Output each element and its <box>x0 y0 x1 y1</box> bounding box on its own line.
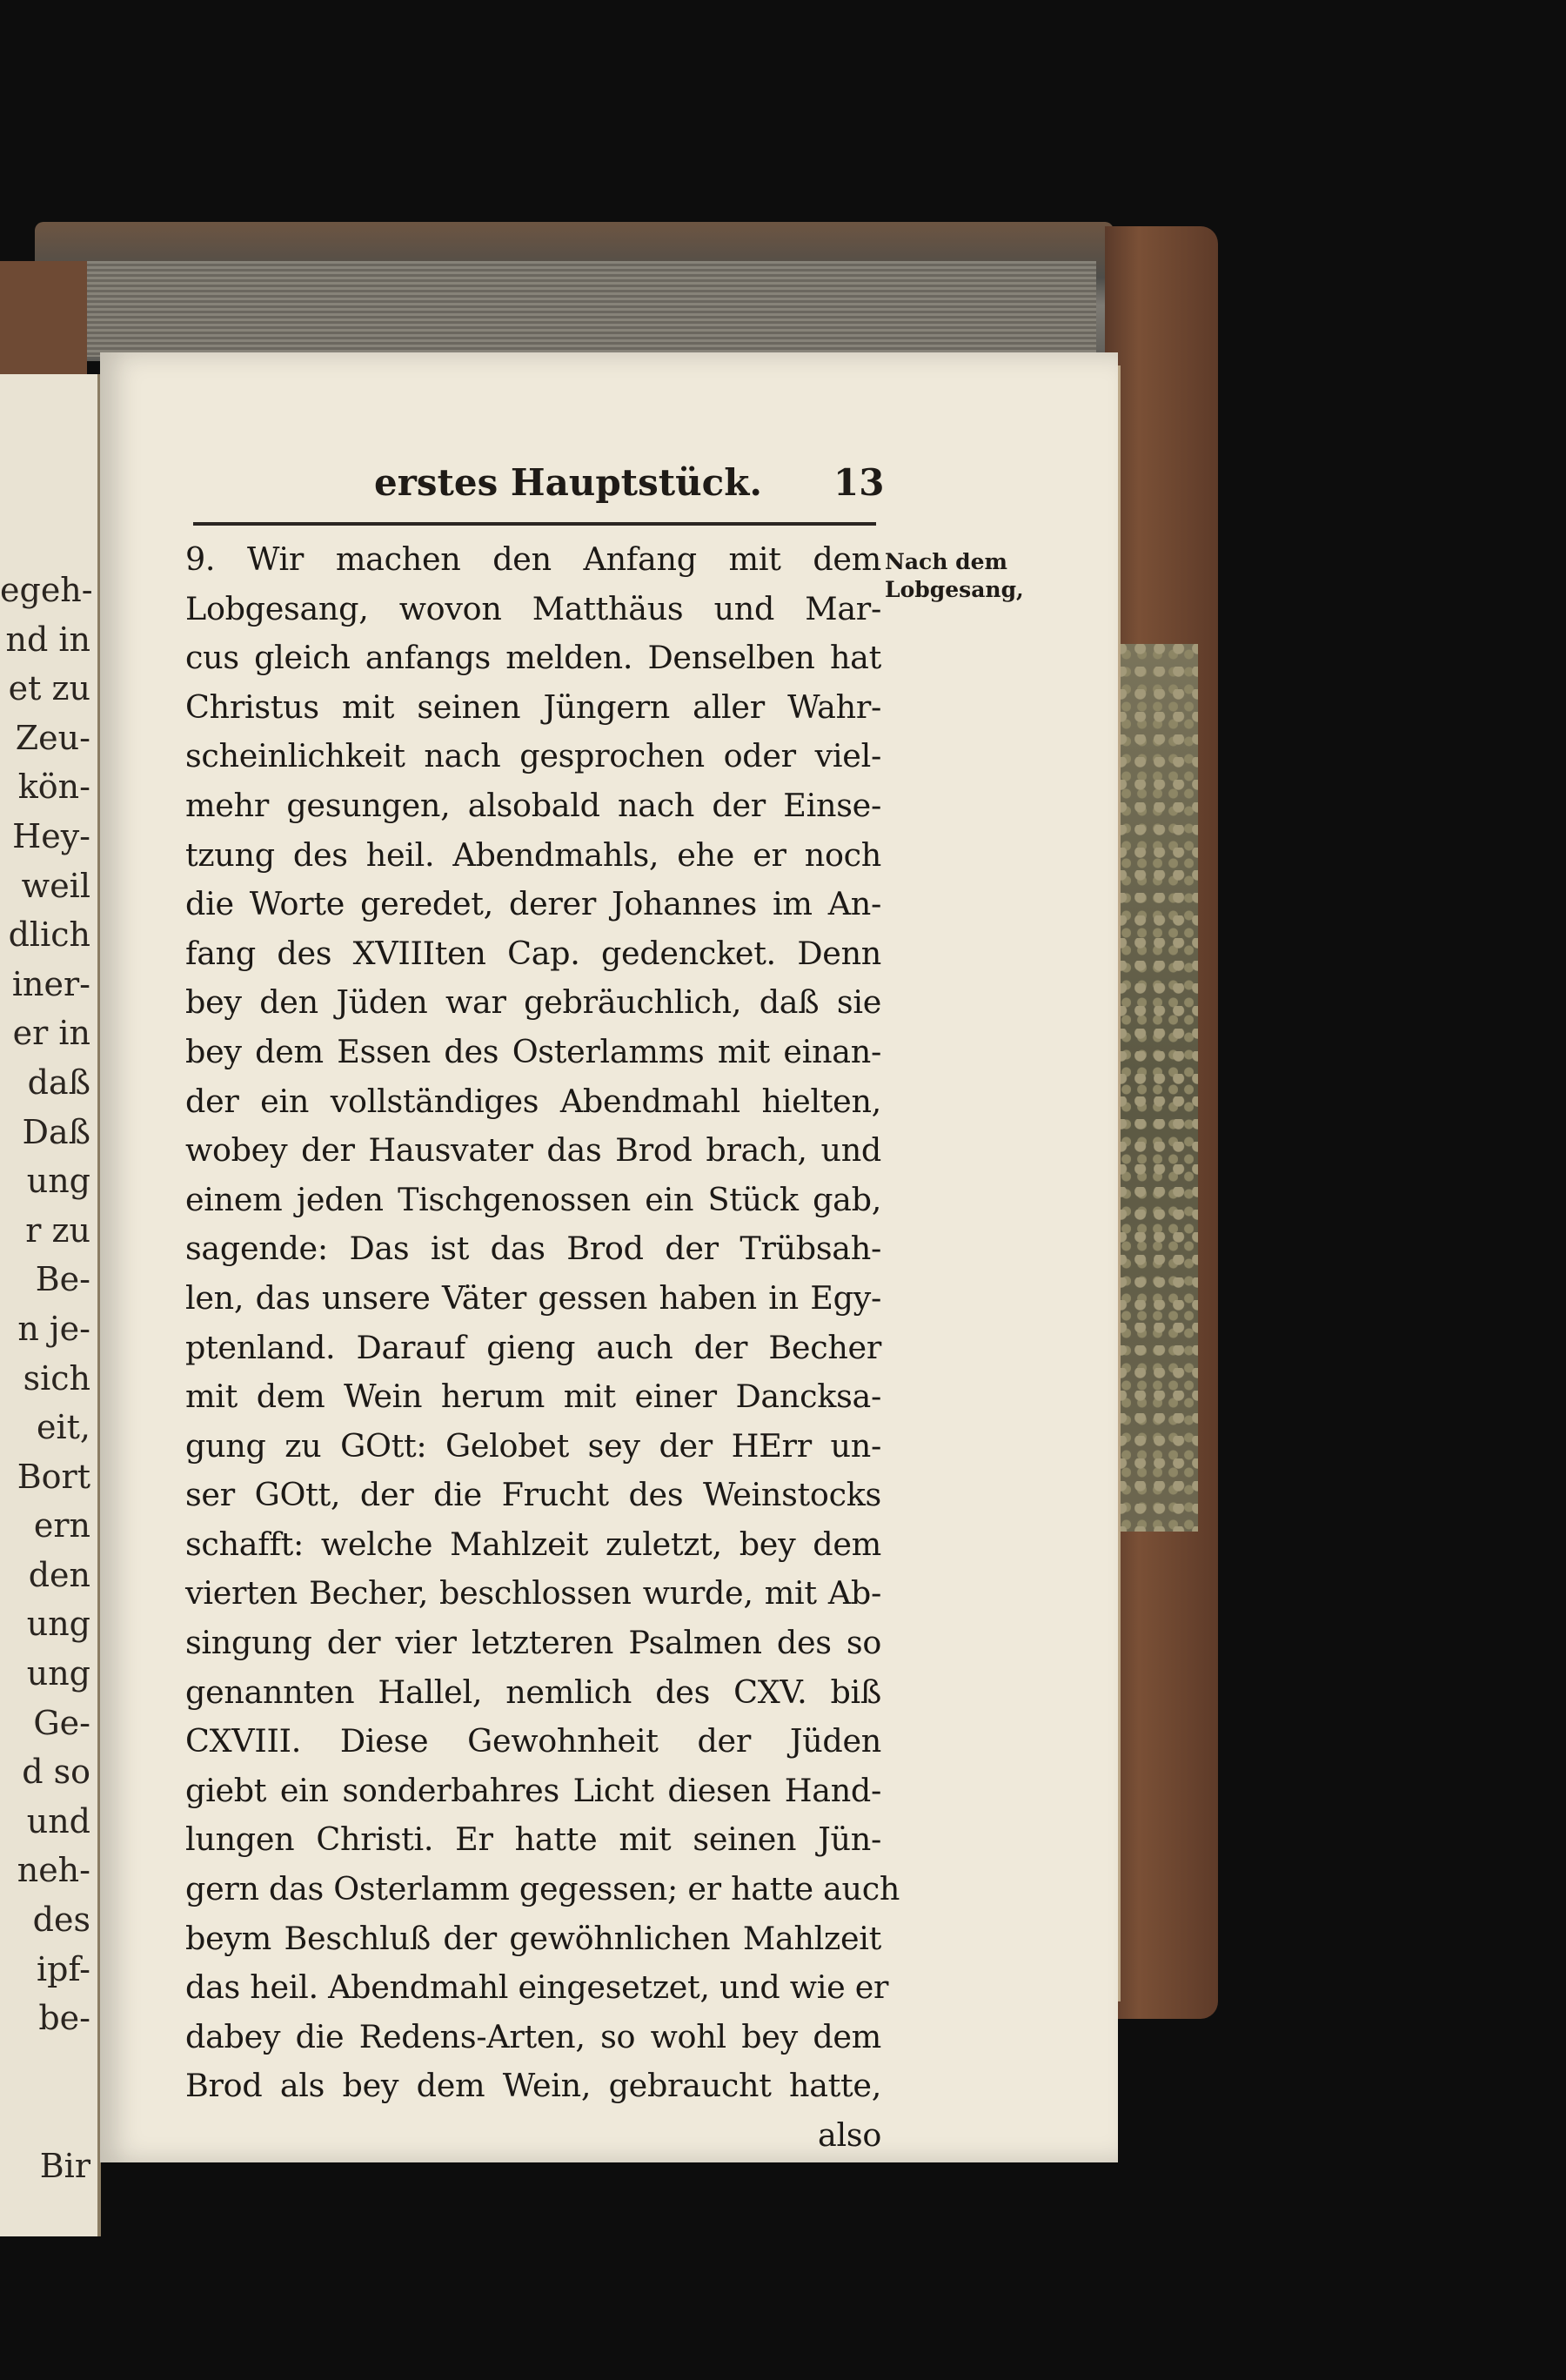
text-line: ser GOtt, der die Frucht des Weinstocks <box>185 1476 881 1514</box>
text-line: die Worte geredet, derer Johannes im An- <box>185 885 881 923</box>
previous-page-line: egeh- <box>0 571 93 609</box>
previous-page-line: neh- <box>17 1851 90 1890</box>
previous-page-line: be- <box>38 1999 90 2038</box>
previous-page-line: Zeu- <box>15 718 90 757</box>
previous-page-line: r zu <box>25 1210 90 1250</box>
previous-page-line: eit, <box>37 1408 90 1447</box>
header-rule <box>193 522 876 526</box>
paragraph-body <box>185 535 900 2161</box>
text-line: singung der vier letzteren Psalmen des so <box>185 1624 881 1662</box>
previous-page-line: daß <box>27 1063 90 1102</box>
catchword: also <box>818 2116 881 2154</box>
previous-page-line: d so <box>22 1753 90 1792</box>
text-line: mit dem Wein herum mit einer Dancksa- <box>185 1378 881 1416</box>
text-line: sagende: Das ist das Brod der Trübsah- <box>185 1230 881 1268</box>
text-line: vierten Becher, beschlossen wurde, mit Ab- <box>185 1574 881 1612</box>
previous-page-line: ung <box>26 1654 90 1693</box>
text-line: mehr gesungen, alsobald nach der Einse- <box>185 786 881 824</box>
text-line: bey dem Essen des Osterlamms mit einan- <box>185 1032 881 1070</box>
text-line: schafft: welche Mahlzeit zuletzt, bey dem <box>185 1525 881 1563</box>
text-line: einem jeden Tischgenossen ein Stück gab, <box>185 1180 881 1218</box>
previous-page-line: den <box>28 1555 90 1594</box>
previous-page-line <box>0 2043 96 2093</box>
text-line: wobey der Hausvater das Brod brach, und <box>185 1131 881 1170</box>
text-line: tzung des heil. Abendmahls, ehe er noch <box>185 835 881 874</box>
text-line: len, das unsere Väter gessen haben in Egy- <box>185 1278 881 1317</box>
running-head: erstes Hauptstück. <box>374 461 762 504</box>
marbled-endpaper <box>1115 644 1198 1532</box>
text-line: cus gleich anfangs melden. Denselben hat <box>185 639 881 677</box>
previous-page-line: dlich <box>8 915 90 955</box>
text-line: der ein vollständiges Abendmahl hielten, <box>185 1082 881 1120</box>
previous-page-line: ern <box>33 1506 90 1545</box>
previous-page-line: ung <box>26 1162 90 1201</box>
text-line: fang des XVIIIten Cap. gedencket. Denn <box>185 934 881 972</box>
text-line: lungen Christi. Er hatte mit seinen Jün- <box>185 1820 881 1859</box>
text-line: Lobgesang, wovon Matthäus und Mar- <box>185 589 881 627</box>
previous-page-line: Daß <box>22 1112 90 1151</box>
text-line: ptenland. Darauf gieng auch der Becher <box>185 1328 881 1366</box>
previous-page-text <box>0 566 96 2191</box>
text-line: 9. Wir machen den Anfang mit dem <box>185 540 881 578</box>
previous-page-line <box>0 2092 96 2142</box>
previous-page-line: sich <box>23 1358 90 1398</box>
previous-page-line: n je- <box>17 1309 90 1348</box>
previous-page-line: Bort <box>17 1457 90 1496</box>
previous-page-line: iner- <box>11 964 90 1003</box>
previous-page-line: Bir <box>39 2147 90 2185</box>
margin-note <box>885 548 1024 604</box>
text-line: scheinlichkeit nach gesprochen oder viel- <box>185 737 881 775</box>
previous-page-line: und <box>26 1801 90 1840</box>
previous-page-line: des <box>32 1901 90 1940</box>
text-line: bey den Jüden war gebräuchlich, daß sie <box>185 983 881 1022</box>
previous-page-line: weil <box>21 866 90 905</box>
text-line: giebt ein sonderbahres Licht diesen Hand- <box>185 1771 881 1809</box>
margin-note-line: Lobgesang, <box>885 577 1024 602</box>
text-line: gung zu GOtt: Gelobet sey der HErr un- <box>185 1426 881 1465</box>
text-line: beym Beschluß der gewöhnlichen Mahlzeit <box>185 1919 881 1957</box>
text-line: das heil. Abendmahl eingesetzet, und wie er <box>185 1968 889 2007</box>
previous-page-line: ipf- <box>36 1949 90 1988</box>
text-line: CXVIII. Diese Gewohnheit der Jüden <box>185 1722 881 1760</box>
previous-page-line: nd in <box>5 620 90 659</box>
text-line: genannten Hallel, nemlich des CXV. biß <box>185 1673 881 1711</box>
previous-page-line: er in <box>12 1014 90 1053</box>
previous-page-line: Be- <box>35 1260 90 1299</box>
previous-page-line: kön- <box>17 768 90 807</box>
text-line: Brod als bey dem Wein, gebraucht hatte, <box>185 2067 881 2105</box>
previous-page-line: Ge- <box>33 1703 90 1742</box>
previous-page-line: Hey- <box>12 816 90 855</box>
previous-page-line: et zu <box>8 669 90 708</box>
previous-page-line: ung <box>26 1605 90 1644</box>
margin-note-line: Nach dem <box>885 549 1007 574</box>
page-block-edge <box>52 261 1096 357</box>
text-line: dabey die Redens-Arten, so wohl bey dem <box>185 2017 881 2055</box>
text-line: Christus mit seinen Jüngern aller Wahr- <box>185 687 881 726</box>
text-line: gern das Osterlamm gegessen; er hatte auch <box>185 1870 900 1908</box>
page-number: 13 <box>833 461 885 504</box>
